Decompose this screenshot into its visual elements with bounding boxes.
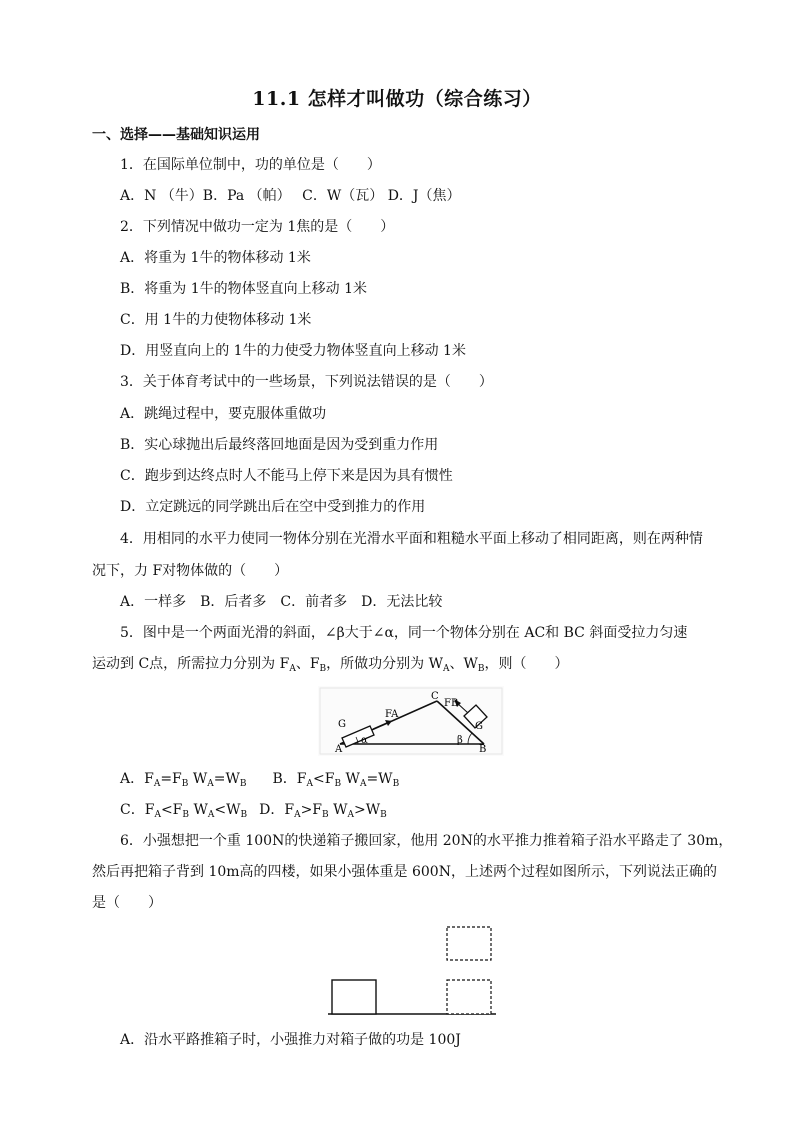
q5-options-ab: A．$F_A=F_B$ $W_A=W_B$ B．$F_A<F_B$ $W_A=W_B$ (120, 771, 400, 789)
q1-stem: 1．在国际单位制中，功的单位是（ ） (120, 157, 381, 173)
label-fa: FA (385, 709, 399, 720)
label-g-right: G (475, 721, 483, 732)
label-a: A (335, 744, 343, 755)
box-upstairs (447, 927, 491, 960)
q6-stem-line1: 6．小强想把一个重 100N的快递箱子搬回家，他用 20N的水平推力推着箱子沿水平路走了 30m， (120, 833, 733, 849)
q1-options: A．N （牛）B．Pa （帕） C．W（瓦） D．J（焦） (120, 188, 461, 204)
q6-stem-line2: 然后再把箱子背到 10m高的四楼，如果小强体重是 600N，上述两个过程如图所示，下列说法正确的 (92, 864, 717, 880)
q2-option-c: C．用 1牛的力使物体移动 1米 (120, 312, 312, 328)
q4-stem-line2: 况下，力 F对物体做的（ ） (92, 563, 289, 579)
label-beta: β (457, 735, 463, 746)
q3-option-a: A．跳绳过程中，要克服体重做功 (120, 406, 327, 422)
q2-option-b: B．将重为 1牛的物体竖直向上移动 1米 (120, 281, 368, 297)
q3-option-d: D．立定跳远的同学跳出后在空中受到推力的作用 (120, 499, 426, 515)
q4-options: A．一样多 B．后者多 C．前者多 D．无法比较 (120, 594, 443, 610)
box-pushed (447, 980, 491, 1014)
q6-option-a: A．沿水平路推箱子时，小强推力对箱子做的功是 100J (120, 1032, 461, 1048)
q2-option-d: D．用竖直向上的 1牛的力使受力物体竖直向上移动 1米 (120, 343, 466, 359)
q3-stem: 3．关于体育考试中的一些场景，下列说法错误的是（ ） (120, 374, 493, 390)
q5-options-cd: C．$F_A<F_B$ $W_A<W_B$ D．$F_A>F_B$ $W_A>W_B$ (120, 802, 387, 820)
box-figure (326, 924, 498, 1018)
page-title: 11.1 怎样才叫做功（综合练习） (252, 88, 542, 110)
q6-stem-line3: 是（ ） (92, 895, 162, 911)
q3-option-b: B．实心球抛出后最终落回地面是因为受到重力作用 (120, 437, 439, 453)
label-alpha: α (361, 735, 368, 746)
label-c: C (431, 691, 439, 702)
q2-option-a: A．将重为 1牛的物体移动 1米 (120, 250, 311, 266)
q3-option-c: C．跑步到达终点时人不能马上停下来是因为具有惯性 (120, 468, 453, 484)
label-b: B (479, 744, 487, 755)
label-g-left: G (338, 719, 346, 730)
q2-stem: 2．下列情况中做功一定为 1焦的是（ ） (120, 219, 395, 235)
q4-stem-line1: 4．用相同的水平力使同一物体分别在光滑水平面和粗糙水平面上移动了相同距离，则在两种情 (120, 531, 703, 547)
label-fb: FB (444, 698, 459, 709)
box-on-ground (332, 980, 376, 1014)
incline-figure (318, 686, 504, 756)
section-heading: 一、选择——基础知识运用 (92, 127, 260, 143)
q5-stem-line1: 5．图中是一个两面光滑的斜面，∠β大于∠α，同一个物体分别在 AC和 BC 斜面受拉力匀速 (120, 625, 688, 641)
q5-stem-line2: 运动到 C点，所需拉力分别为 $F_A$、$F_B$，所做功分别为 $W_A$、$W_B$，则（ ） (92, 656, 569, 674)
